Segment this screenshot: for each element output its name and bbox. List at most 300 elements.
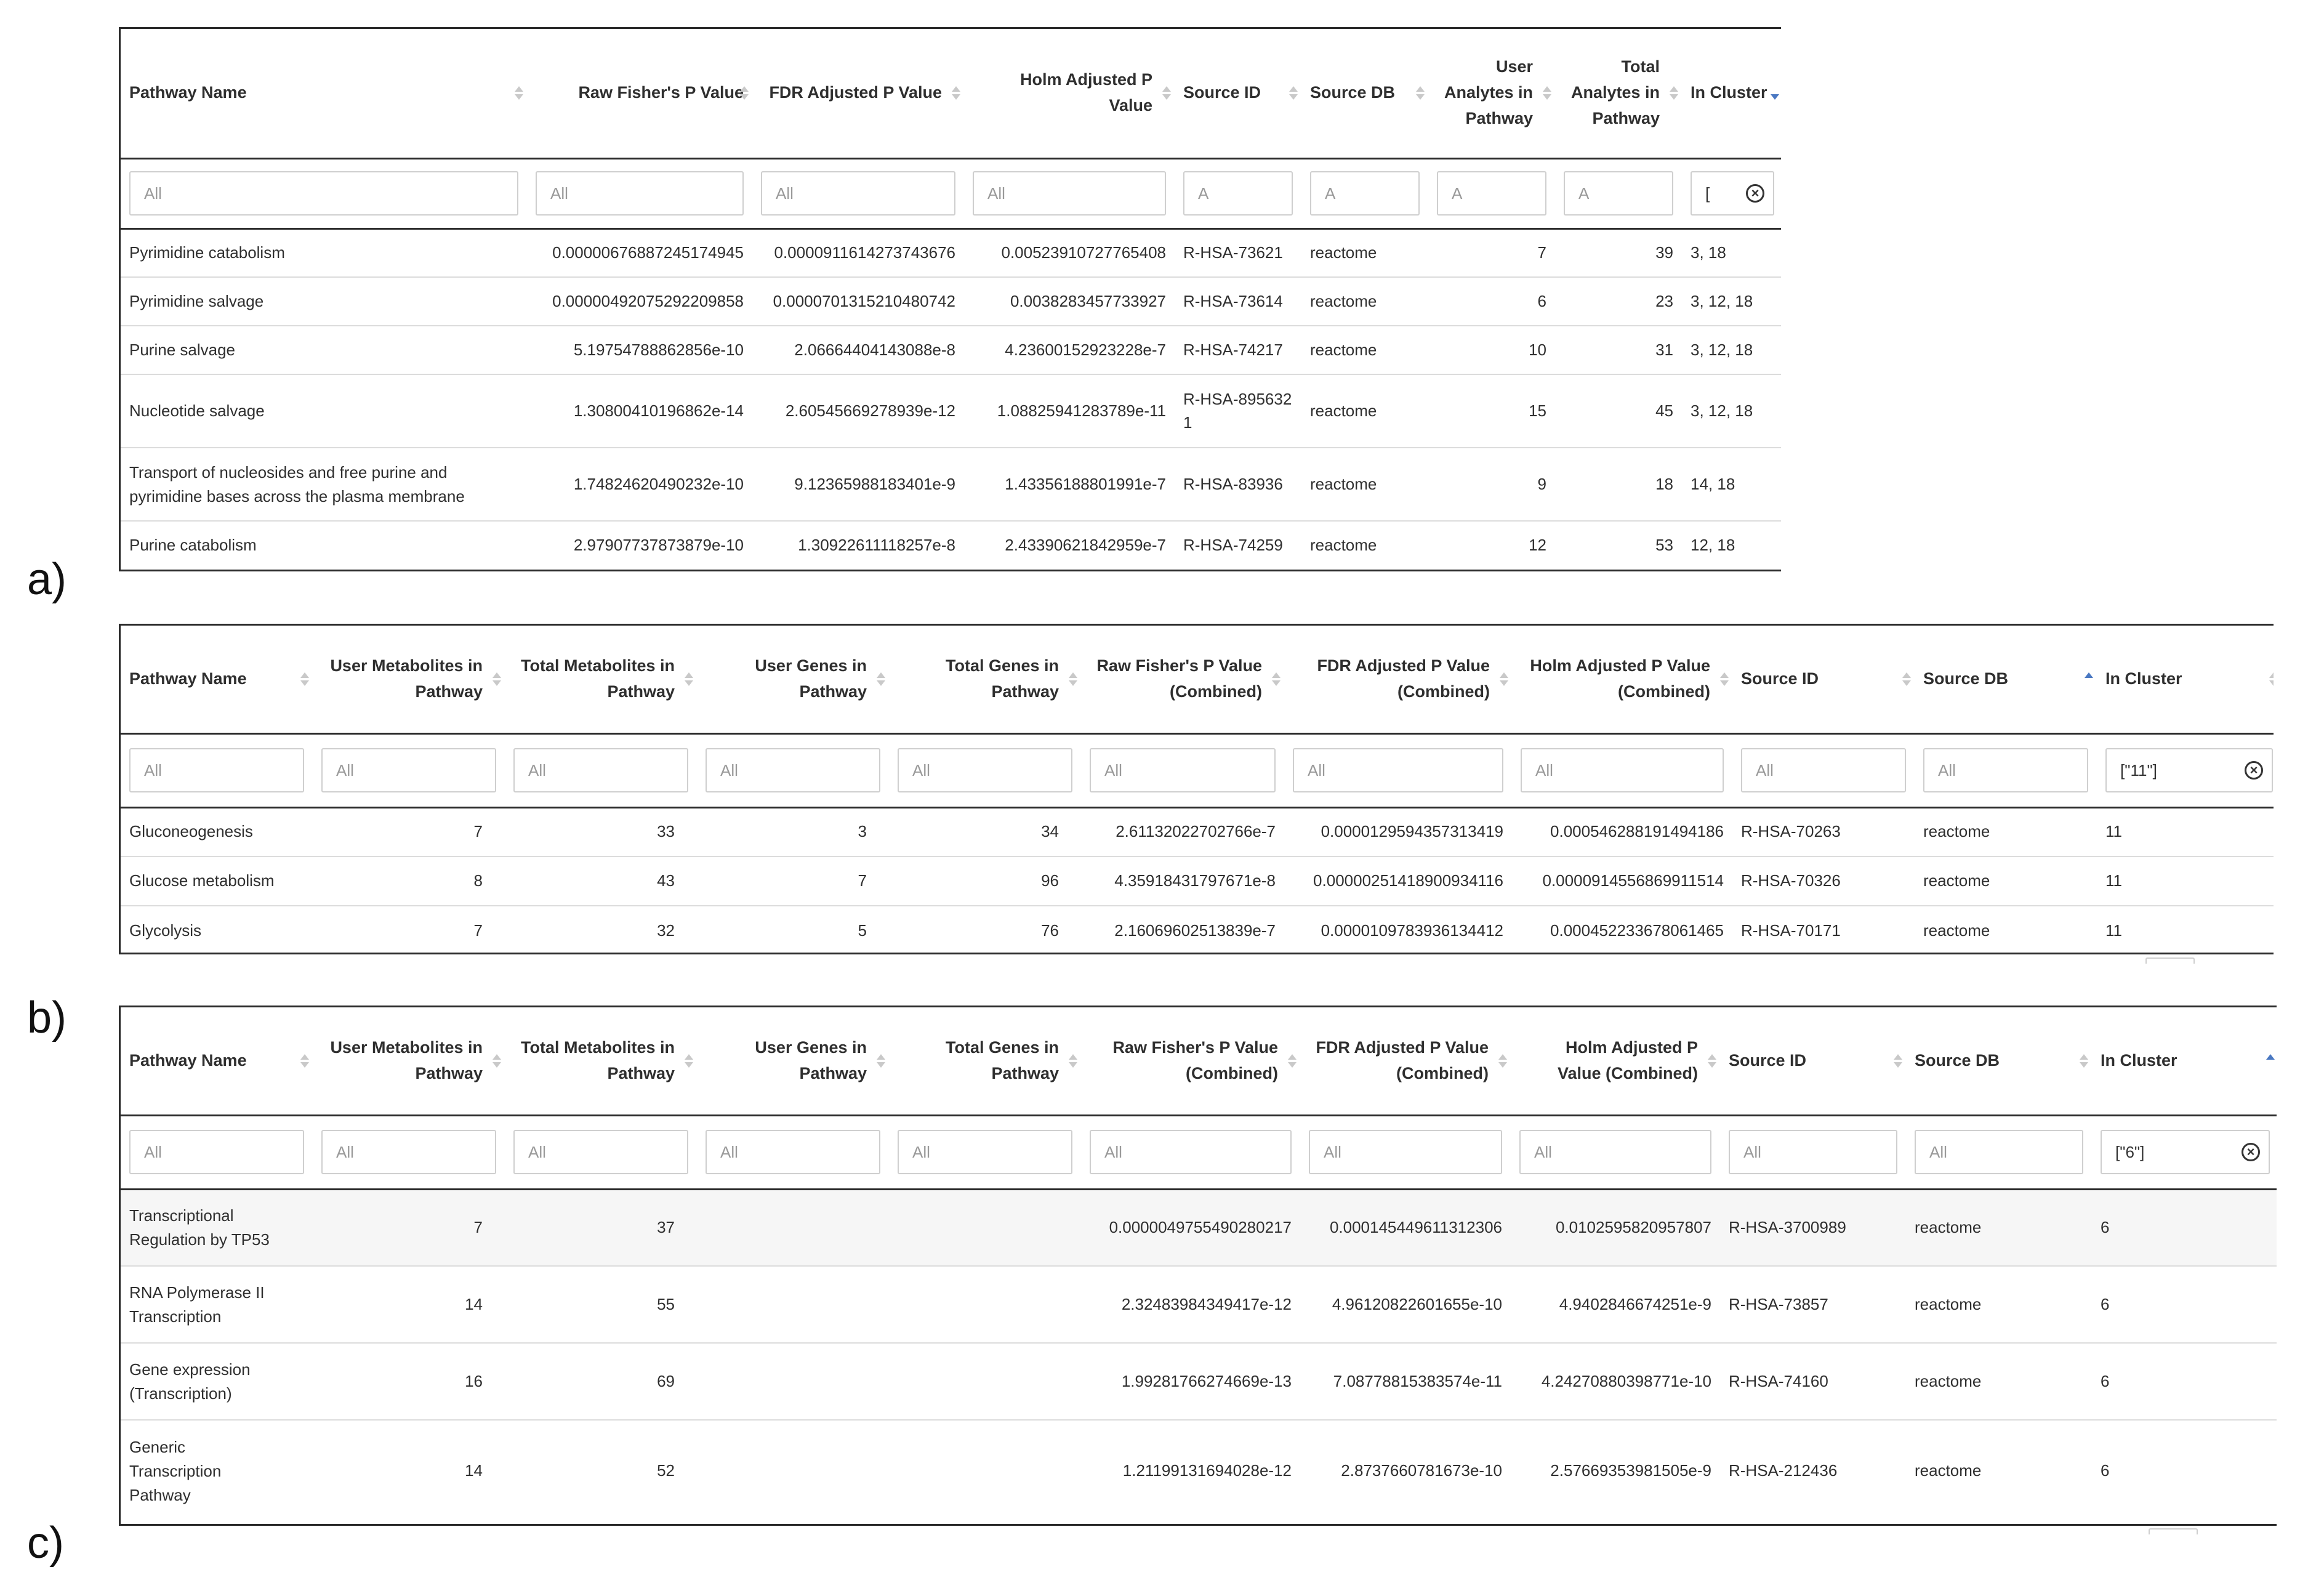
filter-fdr-input[interactable] [1294,749,1502,791]
filter-cell [527,158,752,228]
cell-pathway-name: Gluconeogenesis [121,807,313,857]
cell-source-id: R-HSA-83936 [1175,448,1301,521]
table-row[interactable] [121,1189,2277,1266]
filter-user-genes-input[interactable] [707,1131,879,1173]
cell-raw-fisher: 1.21199131694028e-12 [1122,1461,1292,1480]
sort-icon[interactable] [2078,1051,2089,1071]
filter-user-metabolites-input[interactable] [323,749,495,791]
col-header-total-genes[interactable] [889,1007,1081,1115]
filter-source-db-input[interactable] [1924,749,2087,791]
header-label: Source ID [1183,83,1261,102]
cell-total-genes: 34 [889,807,1081,857]
cell-holm: 0.000546288191494186 [1512,807,1732,857]
cell-user-analytes: 15 [1428,374,1555,448]
cell-pathway-name: Pyrimidine salvage [121,277,527,326]
header-label: Raw Fisher's P Value [578,83,744,102]
col-header-holm[interactable] [964,29,1175,158]
header-label: Total Genes in Pathway [945,656,1059,701]
filter-box [129,748,304,792]
col-header-source-id[interactable] [1732,626,1915,733]
filter-cell [1081,733,1284,807]
cell-user-analytes: 9 [1428,448,1555,521]
sort-icon[interactable] [513,83,525,103]
cell-user-genes [697,1343,889,1420]
cell-total-genes [889,1343,1081,1420]
sort-asc-icon[interactable] [2083,669,2094,689]
cell-total-genes [889,1189,1081,1266]
cell-source-db: reactome [1301,228,1428,277]
sort-icon[interactable] [683,1051,694,1071]
cell-in-cluster: 3, 12, 18 [1682,326,1781,374]
header-label: User Metabolites in Pathway [330,1038,483,1082]
cell-total-metabolites: 33 [505,807,697,857]
cell-in-cluster: 3, 12, 18 [1682,277,1781,326]
filter-cell [1512,733,1732,807]
filter-raw-fisher-input[interactable] [1091,1131,1290,1173]
sort-icon[interactable] [1288,83,1299,103]
sort-icon[interactable] [1497,1051,1508,1071]
header-label: Total Metabolites in Pathway [520,656,675,701]
cell-raw-fisher: 5.19754788862856e-10 [527,326,752,374]
cell-fdr: 0.00000251418900934116 [1284,857,1512,906]
cell-raw-fisher: 4.35918431797671e-8 [1081,857,1284,906]
sort-icon[interactable] [1542,83,1553,103]
filter-source-id-input[interactable] [1730,1131,1896,1173]
filter-total-analytes-input[interactable] [1565,172,1672,214]
cell-source-id: R-HSA-74217 [1175,326,1301,374]
sort-icon[interactable] [1415,83,1426,103]
sort-icon[interactable] [299,669,310,689]
col-header-holm-combined[interactable] [1511,1007,1720,1115]
table-row[interactable] [121,448,1781,521]
scroll-tab [2149,1528,2198,1534]
col-header-user-analytes[interactable] [1428,29,1555,158]
filter-source-id-input[interactable] [1184,172,1292,214]
sort-icon[interactable] [1068,1051,1079,1071]
filter-raw-fisher-input[interactable] [1091,749,1274,791]
cell-total-metabolites: 69 [505,1343,697,1420]
cell-source-id: R-HSA-74259 [1183,536,1283,555]
filter-cell [121,158,527,228]
col-header-source-id[interactable] [1720,1007,1906,1115]
cell-pathway-name: RNA Polymerase II Transcription [121,1266,313,1343]
col-header-raw-fisher[interactable] [527,29,752,158]
sort-icon[interactable] [1719,669,1730,689]
sort-icon[interactable] [875,1051,887,1071]
filter-box [1729,1130,1897,1174]
filter-box [1293,748,1503,792]
filter-cell [1511,1115,1720,1189]
cell-holm: 4.9402846674251e-9 [1511,1266,1720,1343]
col-header-raw-fisher-combined[interactable] [1081,626,1284,733]
cell-source-db: reactome [1310,536,1377,555]
header-label: Raw Fisher's P Value (Combined) [1112,1038,1278,1082]
cell-fdr: 2.8737660781673e-10 [1341,1461,1502,1480]
cell-total-analytes: 53 [1655,536,1673,555]
sort-icon[interactable] [739,83,750,103]
cell-in-cluster: 6 [2092,1343,2277,1420]
filter-cell [1682,158,1781,228]
cell-raw-fisher: 0.00000676887245174945 [527,228,752,277]
col-header-user-metabolites[interactable] [313,1007,505,1115]
col-header-raw-fisher-combined[interactable] [1081,1007,1300,1115]
cell-pathway-name: Glucose metabolism [121,857,313,906]
col-header-source-db[interactable] [1915,626,2097,733]
filter-cell [1915,733,2097,807]
filter-box [973,171,1166,216]
filter-box [1183,171,1293,216]
header-label: In Cluster [2101,1050,2177,1070]
header-label: Total Metabolites in Pathway [520,1038,675,1082]
sort-desc-icon[interactable] [1769,83,1780,103]
col-header-in-cluster[interactable] [1682,29,1781,158]
cell-source-db: reactome [1301,448,1428,521]
cell-user-analytes: 6 [1428,277,1555,326]
filter-box [898,1130,1072,1174]
cell-total-analytes: 39 [1555,228,1682,277]
cell-total-metabolites: 52 [657,1461,675,1480]
filter-source-id-input[interactable] [1742,749,1905,791]
table-row[interactable] [121,228,1781,277]
cell-user-analytes: 12 [1529,536,1546,555]
cell-user-analytes: 10 [1428,326,1555,374]
header-label: FDR Adjusted P Value [769,83,942,102]
filter-cell [1301,158,1428,228]
sort-icon[interactable] [2268,669,2274,689]
header-label: User Analytes in Pathway [1444,57,1533,128]
filter-cell [1175,158,1301,228]
cell-holm: 0.000452233678061465 [1550,921,1724,940]
table-row[interactable] [121,807,2274,857]
cell-in-cluster: 6 [2092,1266,2277,1343]
col-header-fdr[interactable] [752,29,964,158]
filter-cell [1906,1115,2092,1189]
cell-source-db: reactome [1906,1343,2092,1420]
col-header-source-id[interactable] [1175,29,1301,158]
cell-total-analytes: 45 [1555,374,1682,448]
col-header-pathway-name[interactable] [121,1007,313,1115]
cell-in-cluster: 14, 18 [1682,448,1781,521]
cell-holm: 1.08825941283789e-11 [964,374,1175,448]
filter-box [1310,171,1420,216]
sort-icon[interactable] [951,83,962,103]
filter-box [1691,171,1774,216]
col-header-pathway-name[interactable] [121,29,527,158]
filter-user-metabolites-input[interactable] [323,1131,495,1173]
cell-source-db: reactome [1301,277,1428,326]
cell-total-metabolites: 43 [505,857,697,906]
col-header-user-genes[interactable] [697,626,889,733]
header-label: Holm Adjusted P Value [1019,70,1152,115]
cell-source-db: reactome [1915,1461,1982,1480]
table-row[interactable] [121,277,1781,326]
cell-source-id: R-HSA-73621 [1175,228,1301,277]
filter-cell [889,733,1081,807]
filter-user-genes-input[interactable] [707,749,879,791]
cell-in-cluster: 11 [2097,857,2274,906]
header-label: In Cluster [2105,669,2182,688]
sort-icon[interactable] [875,669,887,689]
filter-cell [1284,733,1512,807]
filter-fdr-input[interactable] [762,172,954,214]
col-header-user-genes[interactable] [697,1007,889,1115]
filter-box [321,1130,496,1174]
cell-user-genes: 3 [697,807,889,857]
filter-box [536,171,744,216]
header-label: Holm Adjusted P Value (Combined) [1530,656,1710,701]
panel-label-b: b) [27,993,67,1042]
filter-pathway-name-input[interactable] [131,1131,303,1173]
header-label: User Genes in Pathway [755,656,867,701]
cell-total-genes: 76 [1041,921,1059,940]
cell-fdr: 0.0000701315210480742 [752,277,964,326]
filter-fdr-input[interactable] [1310,1131,1501,1173]
cell-holm: 2.43390621842959e-7 [1005,536,1166,555]
cell-raw-fisher: 1.30800410196862e-14 [527,374,752,448]
header-label: Source DB [1310,83,1396,102]
table-row[interactable] [121,1343,2277,1420]
cell-source-db: reactome [1301,326,1428,374]
filter-total-metabolites-input[interactable] [515,1131,687,1173]
cell-source-db: reactome [1915,857,2097,906]
cell-fdr: 9.12365988183401e-9 [752,448,964,521]
sort-icon[interactable] [491,669,502,689]
filter-box [1090,1130,1292,1174]
sort-icon[interactable] [1068,669,1079,689]
sort-icon[interactable] [1892,1051,1904,1071]
col-header-source-db[interactable] [1906,1007,2092,1115]
cell-user-metabolites: 8 [313,857,505,906]
table-a-grid [121,29,1781,570]
col-header-source-db[interactable] [1301,29,1428,158]
cell-pathway-name: Purine salvage [121,326,527,374]
filter-cell [505,1115,697,1189]
cell-in-cluster: 11 [2097,807,2274,857]
col-header-total-analytes[interactable] [1555,29,1682,158]
cell-user-metabolites: 14 [465,1461,483,1480]
cell-holm: 4.24270880398771e-10 [1511,1343,1720,1420]
filter-cell [313,733,505,807]
cell-total-analytes: 23 [1555,277,1682,326]
filter-box [129,1130,304,1174]
table-c-grid [121,1007,2277,1522]
filter-source-db-input[interactable] [1916,1131,2082,1173]
clear-filter-icon[interactable]: × [2242,1143,2260,1161]
col-header-total-genes[interactable] [889,626,1081,733]
cell-raw-fisher: 0.0000049755490280217 [1081,1189,1300,1266]
cell-holm: 0.0000914556869911514 [1512,857,1732,906]
table-c [119,1006,2277,1526]
col-header-holm-combined[interactable] [1512,626,1732,733]
filter-holm-input[interactable] [1522,749,1723,791]
filter-cell [1081,1115,1300,1189]
table-a [119,27,1781,571]
clear-filter-icon[interactable]: × [1746,184,1764,203]
filter-cell [1555,158,1682,228]
filter-cell [752,158,964,228]
filter-source-db-input[interactable] [1311,172,1418,214]
cell-source-db: reactome [1906,1189,2092,1266]
cell-total-metabolites: 55 [505,1266,697,1343]
col-header-in-cluster[interactable] [2097,626,2274,733]
clear-filter-icon[interactable]: × [2245,761,2263,780]
filter-raw-fisher-input[interactable] [537,172,742,214]
filter-pathway-name-input[interactable] [131,749,303,791]
filter-cell [964,158,1175,228]
filter-cell [1300,1115,1511,1189]
cell-pathway-name: Transcriptional Regulation by TP53 [121,1189,313,1266]
cell-in-cluster: 3, 18 [1682,228,1781,277]
cell-raw-fisher: 2.32483984349417e-12 [1081,1266,1300,1343]
filter-box [1309,1130,1502,1174]
table-row[interactable] [121,1420,2277,1522]
cell-source-id: R-HSA-73614 [1175,277,1301,326]
sort-icon[interactable] [1707,1051,1718,1071]
cell-source-db: reactome [1923,921,1990,940]
table-row[interactable] [121,326,1781,374]
header-label: User Metabolites in Pathway [330,656,483,701]
filter-box [761,171,955,216]
header-label: Raw Fisher's P Value (Combined) [1096,656,1262,701]
cell-in-cluster: 11 [2105,921,2122,940]
table-b-grid [121,626,2274,954]
table-row[interactable] [121,521,1781,570]
filter-box [1437,171,1546,216]
cell-total-metabolites: 32 [657,921,675,940]
cell-user-metabolites: 16 [313,1343,505,1420]
cell-pathway-name: Generic Transcription Pathway [129,1437,222,1504]
cell-source-db: reactome [1915,807,2097,857]
cell-source-id: R-HSA-3700989 [1720,1189,1906,1266]
header-label: In Cluster [1691,83,1767,102]
sort-asc-icon[interactable] [2265,1051,2276,1071]
filter-cell [2097,733,2274,807]
filter-cell [313,1115,505,1189]
filter-box [1519,1130,1711,1174]
cell-holm: 0.00523910727765408 [964,228,1175,277]
table-row[interactable] [121,857,2274,906]
cell-fdr: 0.0000109783936134412 [1321,921,1503,940]
cell-user-genes: 7 [697,857,889,906]
col-header-user-metabolites[interactable] [313,626,505,733]
filter-pathway-name-input[interactable] [131,172,517,214]
cell-pathway-name: Glycolysis [129,921,202,940]
panel-label-c: c) [27,1518,64,1568]
sort-icon[interactable] [1498,669,1510,689]
col-header-fdr-combined[interactable] [1284,626,1512,733]
panel-label-a: a) [27,555,67,604]
cell-holm: 4.23600152923228e-7 [964,326,1175,374]
cell-in-cluster: 6 [2092,1189,2277,1266]
sort-icon[interactable] [1668,83,1679,103]
header-label: Source DB [1915,1050,2000,1070]
cell-user-metabolites: 7 [473,921,483,940]
sort-icon[interactable] [1901,669,1912,689]
cell-source-id: R-HSA-8956321 [1175,374,1301,448]
cell-total-analytes: 31 [1555,326,1682,374]
cell-fdr: 2.60545669278939e-12 [752,374,964,448]
filter-holm-input[interactable] [974,172,1165,214]
filter-box [1741,748,1906,792]
cell-pathway-name: Purine catabolism [129,536,257,555]
cell-raw-fisher: 2.61132022702766e-7 [1081,807,1284,857]
filter-box [2105,748,2273,792]
cell-total-genes: 96 [889,857,1081,906]
col-header-pathway-name[interactable] [121,626,313,733]
sort-icon[interactable] [491,1051,502,1071]
filter-total-genes-input[interactable] [899,749,1071,791]
filter-cell [121,733,313,807]
filter-box [1564,171,1673,216]
col-header-total-metabolites[interactable] [505,626,697,733]
sort-icon[interactable] [1161,83,1172,103]
filter-holm-input[interactable] [1521,1131,1710,1173]
cell-holm: 2.57669353981505e-9 [1550,1461,1711,1480]
filter-box [706,748,880,792]
cell-fdr: 2.06664404143088e-8 [752,326,964,374]
table-b [119,624,2274,954]
header-label: User Genes in Pathway [755,1038,867,1082]
table-row[interactable] [121,374,1781,448]
filter-box [898,748,1072,792]
filter-cell [505,733,697,807]
filter-user-analytes-input[interactable] [1438,172,1545,214]
cell-holm: 1.43356188801991e-7 [964,448,1175,521]
filter-box [513,748,688,792]
cell-source-id: R-HSA-212436 [1729,1461,1838,1480]
sort-icon[interactable] [683,669,694,689]
cell-user-metabolites: 7 [313,807,505,857]
cell-source-id: R-HSA-70171 [1741,921,1841,940]
sort-icon[interactable] [299,1051,310,1071]
sort-icon[interactable] [1287,1051,1298,1071]
scroll-tab [2145,957,2195,964]
filter-box [1090,748,1276,792]
filter-total-metabolites-input[interactable] [515,749,687,791]
filter-total-genes-input[interactable] [899,1131,1071,1173]
cell-in-cluster: 12, 18 [1691,536,1735,555]
cell-total-genes [889,1420,1081,1522]
cell-user-genes: 5 [858,921,867,940]
sort-icon[interactable] [1271,669,1282,689]
header-label: Holm Adjusted P Value (Combined) [1557,1038,1698,1082]
col-header-in-cluster[interactable] [2092,1007,2277,1115]
filter-box [129,171,518,216]
filter-box [1923,748,2088,792]
cell-fdr: 1.30922611118257e-8 [798,536,955,555]
header-label: FDR Adjusted P Value (Combined) [1317,656,1490,701]
table-row[interactable] [121,1266,2277,1343]
filter-cell [697,733,889,807]
header-label: Pathway Name [129,669,247,688]
filter-box [1521,748,1724,792]
cell-user-genes [697,1420,889,1522]
col-header-fdr-combined[interactable] [1300,1007,1511,1115]
filter-box [706,1130,880,1174]
cell-source-id: R-HSA-70326 [1732,857,1915,906]
cell-source-db: reactome [1301,374,1428,448]
filter-cell [121,1115,313,1189]
cell-total-genes [889,1266,1081,1343]
col-header-total-metabolites[interactable] [505,1007,697,1115]
cell-total-analytes: 18 [1555,448,1682,521]
filter-box [513,1130,688,1174]
cell-raw-fisher: 2.97907737873879e-10 [573,536,744,555]
cell-holm: 0.0038283457733927 [964,277,1175,326]
table-row[interactable] [121,906,2274,954]
cell-total-metabolites: 37 [505,1189,697,1266]
cell-in-cluster: 6 [2101,1461,2110,1480]
